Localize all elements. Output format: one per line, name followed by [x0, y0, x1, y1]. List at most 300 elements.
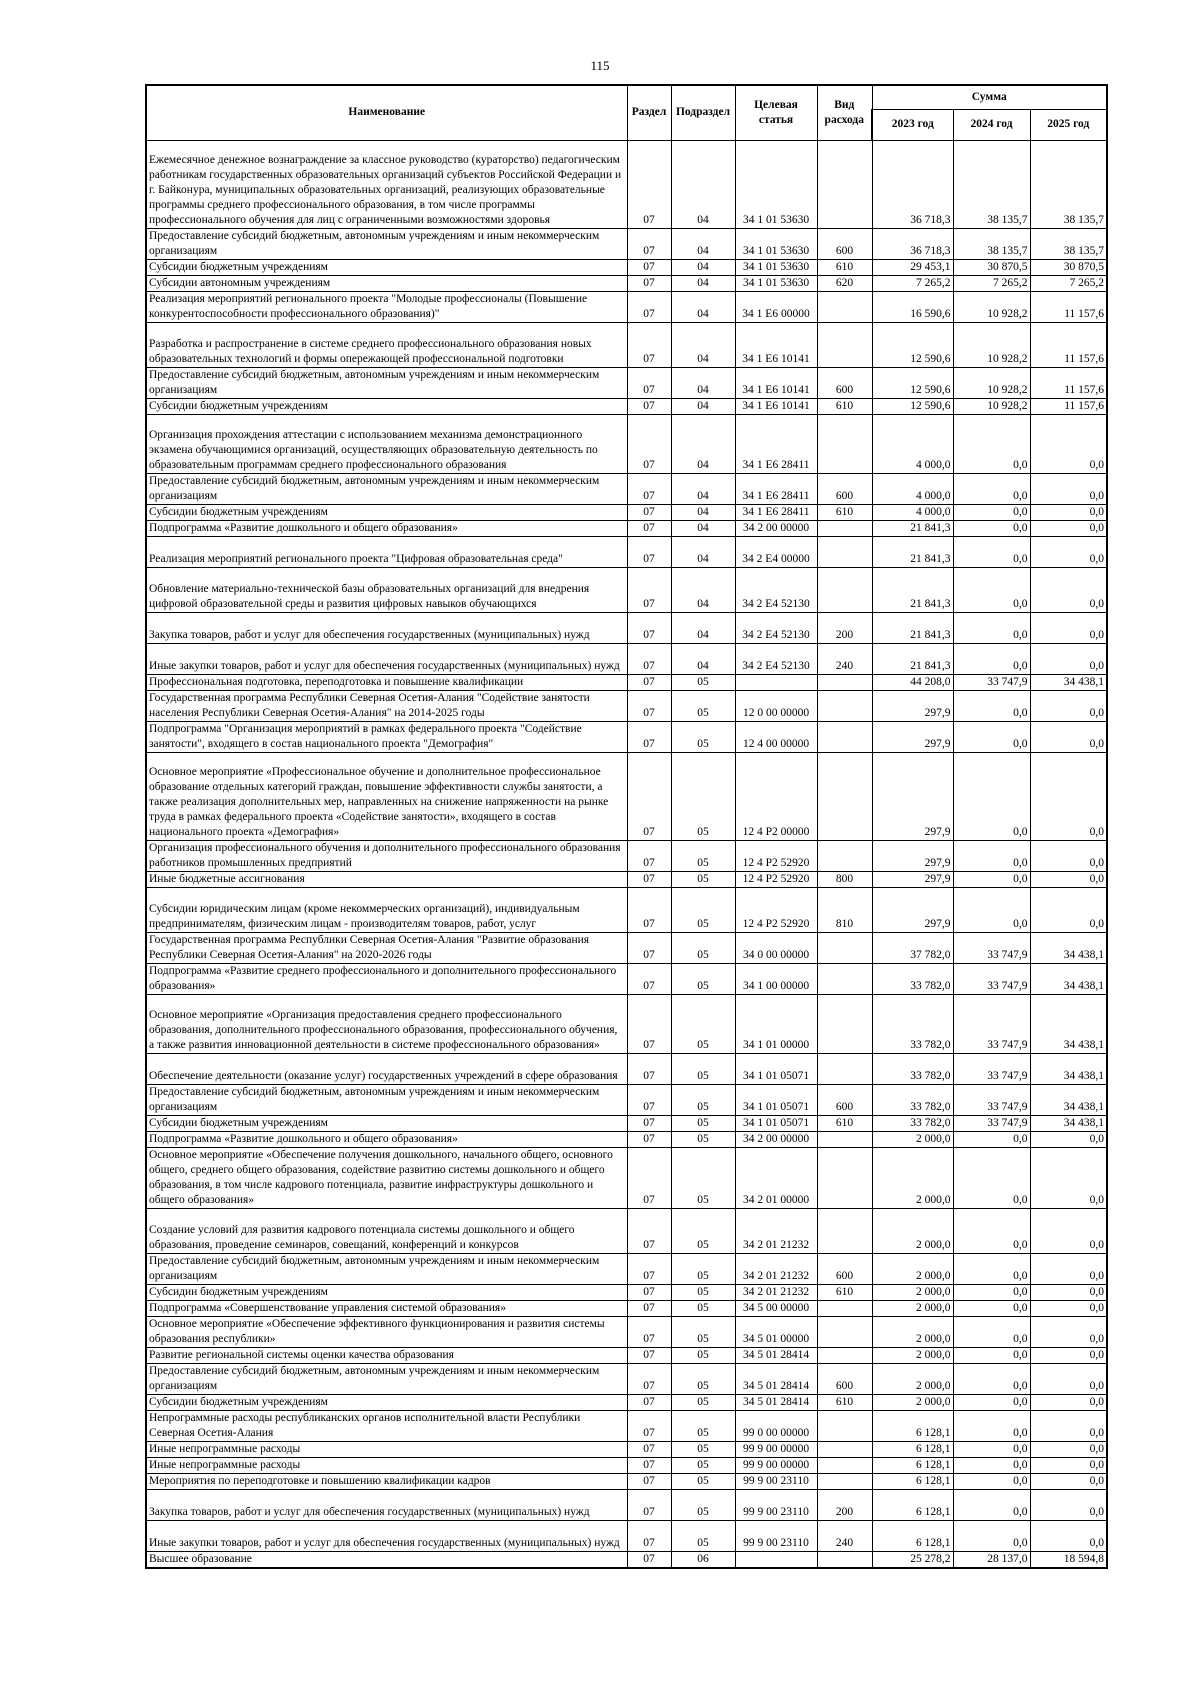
row-section: 07	[627, 994, 671, 1053]
header-year-2025: 2025 год	[1030, 109, 1107, 140]
row-subsection: 05	[671, 1208, 735, 1253]
row-sum-2025: 34 438,1	[1030, 994, 1107, 1053]
row-target-article: 34 2 Е4 00000	[735, 536, 817, 567]
row-sum-2024: 0,0	[953, 1457, 1030, 1473]
row-sum-2024: 0,0	[953, 690, 1030, 721]
row-name: Подпрограмма «Развитие дошкольного и общего образования»	[146, 520, 627, 536]
row-subsection: 04	[671, 228, 735, 259]
row-sum-2024: 0,0	[953, 840, 1030, 871]
row-expense-type	[817, 721, 872, 752]
row-sum-2025: 0,0	[1030, 414, 1107, 473]
row-sum-2024: 0,0	[953, 520, 1030, 536]
row-target-article: 34 2 01 21232	[735, 1208, 817, 1253]
row-section: 07	[627, 367, 671, 398]
row-expense-type	[817, 690, 872, 721]
row-section: 07	[627, 643, 671, 674]
row-target-article: 34 5 01 28414	[735, 1347, 817, 1363]
row-expense-type	[817, 840, 872, 871]
row-sum-2025: 0,0	[1030, 1131, 1107, 1147]
row-name: Предоставление субсидий бюджетным, автономным учреждениям и иным некоммерческим организациям	[146, 1084, 627, 1115]
row-target-article: 34 5 01 28414	[735, 1363, 817, 1394]
row-sum-2023: 4 000,0	[872, 504, 953, 520]
row-sum-2023: 2 000,0	[872, 1316, 953, 1347]
row-subsection: 05	[671, 1084, 735, 1115]
row-subsection: 04	[671, 536, 735, 567]
row-section: 07	[627, 1147, 671, 1208]
row-name: Субсидии бюджетным учреждениям	[146, 1115, 627, 1131]
row-sum-2024: 0,0	[953, 1284, 1030, 1300]
row-subsection: 05	[671, 721, 735, 752]
row-name: Субсидии бюджетным учреждениям	[146, 504, 627, 520]
row-sum-2023: 21 841,3	[872, 520, 953, 536]
row-sum-2025: 0,0	[1030, 871, 1107, 887]
row-section: 07	[627, 228, 671, 259]
table-row	[146, 504, 1107, 520]
row-section: 07	[627, 1253, 671, 1284]
table-row	[146, 1053, 1107, 1084]
row-sum-2023: 29 453,1	[872, 259, 953, 275]
row-sum-2023: 44 208,0	[872, 674, 953, 690]
row-subsection: 05	[671, 1300, 735, 1316]
row-sum-2024: 33 747,9	[953, 674, 1030, 690]
row-section: 07	[627, 291, 671, 322]
row-name: Иные непрограммные расходы	[146, 1441, 627, 1457]
row-subsection: 04	[671, 291, 735, 322]
row-name: Государственная программа Республики Северная Осетия-Алания "Развитие образования Республики Северная Осетия-Алания" на 2020-2026 годы	[146, 932, 627, 963]
row-sum-2025: 34 438,1	[1030, 963, 1107, 994]
table-row	[146, 1489, 1107, 1520]
table-row	[146, 473, 1107, 504]
row-sum-2025: 34 438,1	[1030, 674, 1107, 690]
row-name: Обновление материально-технической базы образовательных организаций для внедрения цифровой образовательной среды и развития цифровых навыков обучающихся	[146, 567, 627, 612]
row-sum-2024: 28 137,0	[953, 1551, 1030, 1568]
row-sum-2024: 0,0	[953, 473, 1030, 504]
row-target-article: 99 0 00 00000	[735, 1410, 817, 1441]
row-expense-type: 610	[817, 398, 872, 414]
table-row	[146, 1115, 1107, 1131]
row-section: 07	[627, 1084, 671, 1115]
header-name: Наименование	[146, 85, 627, 140]
table-body	[146, 140, 1107, 1568]
row-sum-2024: 0,0	[953, 643, 1030, 674]
row-target-article: 34 2 01 21232	[735, 1284, 817, 1300]
row-expense-type: 600	[817, 228, 872, 259]
row-name: Организация прохождения аттестации с использованием механизма демонстрационного экзамена обучающимися организаций, осуществляющих образовательную деятельность по образовательным программам среднего профессионального образования	[146, 414, 627, 473]
budget-table	[145, 84, 1108, 1569]
row-sum-2025: 11 157,6	[1030, 367, 1107, 398]
row-section: 07	[627, 322, 671, 367]
row-sum-2025: 11 157,6	[1030, 398, 1107, 414]
row-target-article: 99 9 00 00000	[735, 1457, 817, 1473]
row-sum-2025: 0,0	[1030, 612, 1107, 643]
row-subsection: 05	[671, 1284, 735, 1300]
row-name: Предоставление субсидий бюджетным, автономным учреждениям и иным некоммерческим организациям	[146, 1253, 627, 1284]
row-sum-2023: 33 782,0	[872, 1084, 953, 1115]
row-name: Разработка и распространение в системе среднего профессионального образования новых образовательных технологий и формы опережающей профессиональной подготовки	[146, 322, 627, 367]
header-section: Раздел	[627, 85, 671, 140]
row-sum-2023: 33 782,0	[872, 1053, 953, 1084]
row-expense-type: 200	[817, 612, 872, 643]
row-sum-2025: 38 135,7	[1030, 228, 1107, 259]
row-section: 07	[627, 612, 671, 643]
row-subsection: 05	[671, 963, 735, 994]
row-subsection: 04	[671, 398, 735, 414]
row-section: 07	[627, 932, 671, 963]
row-target-article: 12 0 00 00000	[735, 690, 817, 721]
row-subsection: 05	[671, 1473, 735, 1489]
row-section: 07	[627, 721, 671, 752]
row-name: Подпрограмма «Развитие дошкольного и общего образования»	[146, 1131, 627, 1147]
row-sum-2024: 33 747,9	[953, 1084, 1030, 1115]
row-name: Субсидии бюджетным учреждениям	[146, 398, 627, 414]
row-expense-type	[817, 1053, 872, 1084]
row-sum-2024: 0,0	[953, 1208, 1030, 1253]
row-name: Основное мероприятие «Организация предоставления среднего профессионального образования, дополнительного профессионального образования, профессионального обучения, а также развития инновационной деятельности в системе профессионального образования»	[146, 994, 627, 1053]
table-row	[146, 840, 1107, 871]
row-expense-type: 600	[817, 1084, 872, 1115]
row-name: Развитие региональной системы оценки качества образования	[146, 1347, 627, 1363]
row-name: Предоставление субсидий бюджетным, автономным учреждениям и иным некоммерческим организациям	[146, 1363, 627, 1394]
row-expense-type: 600	[817, 473, 872, 504]
row-subsection: 05	[671, 674, 735, 690]
row-sum-2025: 11 157,6	[1030, 291, 1107, 322]
row-target-article: 34 1 Е6 28411	[735, 504, 817, 520]
page-number: 115	[590, 58, 610, 73]
row-name: Подпрограмма «Развитие среднего профессионального и дополнительного профессионального образования»	[146, 963, 627, 994]
table-row	[146, 520, 1107, 536]
row-section: 07	[627, 674, 671, 690]
table-row	[146, 291, 1107, 322]
table-row	[146, 612, 1107, 643]
row-sum-2023: 12 590,6	[872, 322, 953, 367]
table-row	[146, 536, 1107, 567]
row-sum-2023: 2 000,0	[872, 1363, 953, 1394]
row-expense-type: 200	[817, 1489, 872, 1520]
row-expense-type	[817, 932, 872, 963]
row-name: Основное мероприятие «Обеспечение получения дошкольного, начального общего, основного общего, среднего общего образования, содействие развитию системы дошкольного и общего образования, в том числе кадрового потенциала, развитие инфраструктуры дошкольного и общего образования»	[146, 1147, 627, 1208]
row-section: 07	[627, 1347, 671, 1363]
row-sum-2023: 6 128,1	[872, 1441, 953, 1457]
row-sum-2023: 16 590,6	[872, 291, 953, 322]
table-row	[146, 721, 1107, 752]
row-sum-2024: 38 135,7	[953, 228, 1030, 259]
table-row	[146, 1394, 1107, 1410]
row-subsection: 04	[671, 414, 735, 473]
row-expense-type: 620	[817, 275, 872, 291]
row-section: 07	[627, 1131, 671, 1147]
row-sum-2024: 10 928,2	[953, 322, 1030, 367]
row-target-article: 34 1 01 53630	[735, 275, 817, 291]
row-section: 07	[627, 1441, 671, 1457]
row-expense-type	[817, 1208, 872, 1253]
row-sum-2023: 12 590,6	[872, 398, 953, 414]
row-expense-type	[817, 1410, 872, 1441]
row-target-article: 34 1 01 53630	[735, 140, 817, 228]
row-section: 07	[627, 398, 671, 414]
row-subsection: 05	[671, 1410, 735, 1441]
table-row	[146, 1147, 1107, 1208]
row-sum-2023: 7 265,2	[872, 275, 953, 291]
row-target-article: 34 2 01 00000	[735, 1147, 817, 1208]
row-target-article	[735, 1551, 817, 1568]
row-target-article: 99 9 00 00000	[735, 1441, 817, 1457]
row-expense-type	[817, 1316, 872, 1347]
row-expense-type	[817, 140, 872, 228]
row-sum-2023: 297,9	[872, 840, 953, 871]
row-name: Иные закупки товаров, работ и услуг для обеспечения государственных (муниципальных) нужд	[146, 1520, 627, 1551]
row-target-article: 34 2 01 21232	[735, 1253, 817, 1284]
table-row	[146, 398, 1107, 414]
row-target-article: 12 4 P2 52920	[735, 887, 817, 932]
row-sum-2025: 0,0	[1030, 840, 1107, 871]
row-sum-2024: 30 870,5	[953, 259, 1030, 275]
row-sum-2025: 30 870,5	[1030, 259, 1107, 275]
header-expense-type: Вид расхода	[817, 85, 872, 140]
row-subsection: 04	[671, 612, 735, 643]
row-expense-type: 810	[817, 887, 872, 932]
row-expense-type: 240	[817, 1520, 872, 1551]
row-sum-2025: 0,0	[1030, 1363, 1107, 1394]
row-subsection: 05	[671, 871, 735, 887]
row-name: Иные закупки товаров, работ и услуг для обеспечения государственных (муниципальных) нужд	[146, 643, 627, 674]
row-section: 07	[627, 1208, 671, 1253]
row-sum-2023: 36 718,3	[872, 140, 953, 228]
row-expense-type: 610	[817, 1115, 872, 1131]
row-subsection: 05	[671, 887, 735, 932]
row-subsection: 05	[671, 1053, 735, 1084]
row-sum-2024: 33 747,9	[953, 994, 1030, 1053]
row-section: 07	[627, 1394, 671, 1410]
table-row	[146, 1208, 1107, 1253]
row-section: 07	[627, 1457, 671, 1473]
row-subsection: 05	[671, 1394, 735, 1410]
row-sum-2024: 0,0	[953, 1520, 1030, 1551]
row-sum-2025: 0,0	[1030, 1489, 1107, 1520]
row-section: 07	[627, 840, 671, 871]
row-sum-2024: 0,0	[953, 1147, 1030, 1208]
row-sum-2023: 21 841,3	[872, 567, 953, 612]
row-subsection: 05	[671, 752, 735, 840]
row-sum-2025: 34 438,1	[1030, 1115, 1107, 1131]
table-header	[146, 85, 1107, 140]
row-expense-type	[817, 752, 872, 840]
row-section: 07	[627, 520, 671, 536]
row-sum-2023: 2 000,0	[872, 1347, 953, 1363]
row-sum-2025: 0,0	[1030, 1208, 1107, 1253]
row-sum-2023: 6 128,1	[872, 1489, 953, 1520]
row-sum-2025: 0,0	[1030, 1253, 1107, 1284]
row-sum-2025: 0,0	[1030, 1284, 1107, 1300]
row-sum-2023: 2 000,0	[872, 1147, 953, 1208]
row-subsection: 06	[671, 1551, 735, 1568]
row-sum-2025: 0,0	[1030, 1441, 1107, 1457]
row-sum-2023: 2 000,0	[872, 1394, 953, 1410]
row-sum-2024: 33 747,9	[953, 1053, 1030, 1084]
table-row	[146, 1551, 1107, 1568]
row-sum-2025: 0,0	[1030, 567, 1107, 612]
row-target-article	[735, 674, 817, 690]
row-subsection: 05	[671, 1363, 735, 1394]
row-section: 07	[627, 871, 671, 887]
row-target-article: 34 5 01 28414	[735, 1394, 817, 1410]
row-target-article: 34 1 01 00000	[735, 994, 817, 1053]
row-sum-2025: 0,0	[1030, 1410, 1107, 1441]
row-sum-2025: 7 265,2	[1030, 275, 1107, 291]
row-section: 07	[627, 1115, 671, 1131]
row-sum-2025: 0,0	[1030, 1347, 1107, 1363]
row-sum-2023: 21 841,3	[872, 643, 953, 674]
table-row	[146, 414, 1107, 473]
row-section: 07	[627, 504, 671, 520]
header-year-2024: 2024 год	[953, 109, 1030, 140]
row-section: 07	[627, 1300, 671, 1316]
row-expense-type	[817, 291, 872, 322]
row-name: Иные непрограммные расходы	[146, 1457, 627, 1473]
row-sum-2023: 21 841,3	[872, 612, 953, 643]
table-row	[146, 1473, 1107, 1489]
row-sum-2024: 10 928,2	[953, 398, 1030, 414]
row-subsection: 04	[671, 259, 735, 275]
row-sum-2023: 6 128,1	[872, 1473, 953, 1489]
row-section: 07	[627, 1316, 671, 1347]
row-subsection: 04	[671, 322, 735, 367]
row-section: 07	[627, 1473, 671, 1489]
row-sum-2025: 18 594,8	[1030, 1551, 1107, 1568]
row-section: 07	[627, 1363, 671, 1394]
table-row	[146, 228, 1107, 259]
row-subsection: 05	[671, 994, 735, 1053]
row-name: Создание условий для развития кадрового потенциала системы дошкольного и общего образования, проведение семинаров, совещаний, конференций и конкурсов	[146, 1208, 627, 1253]
row-sum-2025: 34 438,1	[1030, 932, 1107, 963]
row-section: 07	[627, 473, 671, 504]
row-sum-2025: 0,0	[1030, 473, 1107, 504]
row-sum-2025: 0,0	[1030, 1147, 1107, 1208]
row-sum-2023: 33 782,0	[872, 963, 953, 994]
row-expense-type	[817, 1457, 872, 1473]
row-name: Иные бюджетные ассигнования	[146, 871, 627, 887]
row-sum-2023: 33 782,0	[872, 994, 953, 1053]
row-sum-2025: 0,0	[1030, 1473, 1107, 1489]
row-sum-2023: 2 000,0	[872, 1300, 953, 1316]
row-expense-type	[817, 674, 872, 690]
row-name: Предоставление субсидий бюджетным, автономным учреждениям и иным некоммерческим организациям	[146, 228, 627, 259]
row-name: Профессиональная подготовка, переподготовка и повышение квалификации	[146, 674, 627, 690]
row-sum-2024: 0,0	[953, 887, 1030, 932]
row-target-article: 34 5 01 00000	[735, 1316, 817, 1347]
row-sum-2023: 297,9	[872, 721, 953, 752]
row-name: Подпрограмма «Совершенствование управления системой образования»	[146, 1300, 627, 1316]
row-sum-2025: 11 157,6	[1030, 322, 1107, 367]
row-name: Основное мероприятие «Профессиональное обучение и дополнительное профессиональное образование отдельных категорий граждан, повышение эффективности службы занятости, а также реализация дополнительных мер, направленных на снижение напряженности на рынке труда в рамках федерального проекта «Содействие занятости», входящего в состав национального проекта «Демография»	[146, 752, 627, 840]
row-sum-2025: 0,0	[1030, 536, 1107, 567]
row-expense-type: 600	[817, 1253, 872, 1284]
row-name: Непрограммные расходы республиканских органов исполнительной власти Республики Северная Осетия-Алания	[146, 1410, 627, 1441]
row-target-article: 34 1 01 53630	[735, 228, 817, 259]
row-subsection: 05	[671, 690, 735, 721]
row-expense-type	[817, 1441, 872, 1457]
row-expense-type	[817, 1473, 872, 1489]
row-target-article: 34 1 Е6 10141	[735, 322, 817, 367]
row-expense-type	[817, 520, 872, 536]
row-sum-2024: 0,0	[953, 1441, 1030, 1457]
row-section: 07	[627, 963, 671, 994]
row-sum-2025: 0,0	[1030, 1316, 1107, 1347]
table-row	[146, 871, 1107, 887]
row-target-article: 34 1 01 05071	[735, 1115, 817, 1131]
row-sum-2024: 0,0	[953, 871, 1030, 887]
row-name: Государственная программа Республики Северная Осетия-Алания "Содействие занятости населения Республики Северная Осетия-Алания" на 2014-2025 годы	[146, 690, 627, 721]
row-sum-2023: 33 782,0	[872, 1115, 953, 1131]
row-subsection: 05	[671, 1347, 735, 1363]
row-section: 07	[627, 275, 671, 291]
row-subsection: 04	[671, 275, 735, 291]
row-sum-2023: 297,9	[872, 871, 953, 887]
row-target-article: 12 4 P2 52920	[735, 871, 817, 887]
row-sum-2025: 0,0	[1030, 690, 1107, 721]
row-section: 07	[627, 1410, 671, 1441]
header-target-article: Целевая статья	[735, 85, 817, 140]
row-sum-2025: 0,0	[1030, 520, 1107, 536]
header-sum: Сумма	[872, 85, 1107, 109]
row-subsection: 04	[671, 140, 735, 228]
row-target-article: 99 9 00 23110	[735, 1489, 817, 1520]
row-name: Реализация мероприятий регионального проекта "Молодые профессионалы (Повышение конкурентоспособности профессионального образования)"	[146, 291, 627, 322]
row-name: Предоставление субсидий бюджетным, автономным учреждениям и иным некоммерческим организациям	[146, 473, 627, 504]
row-expense-type	[817, 994, 872, 1053]
row-name: Субсидии автономным учреждениям	[146, 275, 627, 291]
row-section: 07	[627, 1489, 671, 1520]
row-subsection: 05	[671, 1316, 735, 1347]
row-sum-2025: 0,0	[1030, 887, 1107, 932]
row-section: 07	[627, 1053, 671, 1084]
row-sum-2024: 0,0	[953, 414, 1030, 473]
table-row	[146, 1457, 1107, 1473]
row-name: Основное мероприятие «Обеспечение эффективного функционирования и развития системы образования республики»	[146, 1316, 627, 1347]
row-target-article: 34 0 00 00000	[735, 932, 817, 963]
table-row	[146, 963, 1107, 994]
table-row	[146, 1410, 1107, 1441]
row-name: Высшее образование	[146, 1551, 627, 1568]
row-subsection: 05	[671, 1520, 735, 1551]
row-sum-2024: 0,0	[953, 612, 1030, 643]
row-sum-2024: 0,0	[953, 536, 1030, 567]
table-row	[146, 1253, 1107, 1284]
row-target-article: 34 5 00 00000	[735, 1300, 817, 1316]
row-section: 07	[627, 752, 671, 840]
row-target-article: 34 1 Е6 28411	[735, 414, 817, 473]
table-row	[146, 994, 1107, 1053]
row-sum-2024: 0,0	[953, 1131, 1030, 1147]
row-subsection: 04	[671, 367, 735, 398]
row-sum-2024: 0,0	[953, 752, 1030, 840]
table-row	[146, 932, 1107, 963]
row-subsection: 04	[671, 473, 735, 504]
row-sum-2023: 36 718,3	[872, 228, 953, 259]
row-sum-2023: 6 128,1	[872, 1520, 953, 1551]
row-section: 07	[627, 567, 671, 612]
row-subsection: 04	[671, 567, 735, 612]
row-subsection: 05	[671, 1253, 735, 1284]
row-sum-2023: 2 000,0	[872, 1253, 953, 1284]
row-name: Субсидии бюджетным учреждениям	[146, 1284, 627, 1300]
row-sum-2023: 2 000,0	[872, 1284, 953, 1300]
row-sum-2024: 10 928,2	[953, 367, 1030, 398]
row-target-article: 34 1 Е6 10141	[735, 398, 817, 414]
row-target-article: 12 4 00 00000	[735, 721, 817, 752]
row-section: 07	[627, 887, 671, 932]
row-sum-2024: 38 135,7	[953, 140, 1030, 228]
row-section: 07	[627, 1520, 671, 1551]
